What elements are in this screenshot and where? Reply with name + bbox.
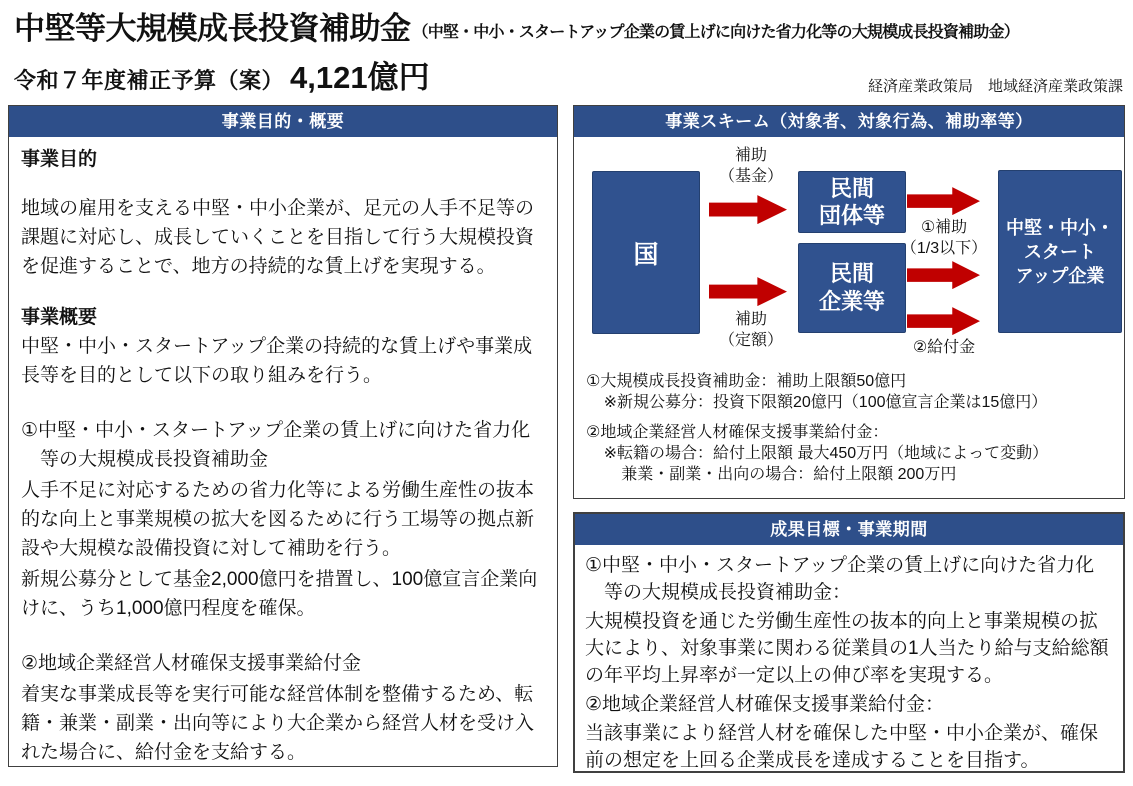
scheme-note2-line1: ②地域企業経営人材確保支援事業給付金： (586, 424, 889, 442)
purpose-panel-header: 事業目的・概要 (9, 106, 557, 137)
title-row (14, 12, 1123, 46)
page-title: 中堅等大規模成長投資補助金 (14, 11, 411, 46)
scheme-note2-line2: ※転籍の場合：給付上限額 最大450万円（地域によって変動） (603, 445, 1049, 463)
content-columns (0, 97, 1133, 773)
arrow-right-icon-gov-to-corp (709, 277, 787, 306)
overview-intro-text: 中堅・中小・スタートアップ企業の持続的な賃上げや事業成長等を目的として以下の取り組みを行う。 (21, 336, 533, 387)
scheme-panel-header: 事業スキーム（対象者、対象行為、補助率等） (574, 106, 1124, 137)
page-subtitle: （中堅・中小・スタートアップ企業の賃上げに向けた省力化等の大規模成長投資補助金） (412, 24, 1019, 42)
arrow-right-icon-subsidy-bottom (907, 261, 980, 289)
diagram-node-private-corp: 民間 企業等 (798, 243, 906, 333)
arrow-label-subsidy: ①補助 （1/3以下） (900, 219, 988, 258)
scheme-diagram (574, 137, 1124, 363)
diagram-node-target-companies: 中堅・中小・ スタート アップ企業 (998, 170, 1122, 333)
scheme-panel (573, 105, 1125, 499)
scheme-notes (574, 363, 1124, 485)
budget-label: 令和７年度補正予算（案） (14, 68, 285, 94)
scheme-note1-line1: ①大規模成長投資補助金：補助上限額50億円 (586, 373, 907, 391)
scheme-note2-line3: 兼業・副業・出向の場合：給付上限額 200万円 (621, 466, 957, 484)
scheme-note1-line2: ※新規公募分：投資下限額20億円（100億宣言企業は15億円） (603, 394, 1048, 412)
arrow-label-fund: 補助 （基金） (718, 147, 783, 186)
arrow-label-grant: ②給付金 (912, 339, 976, 357)
overview-item2-title: ②地域企業経営人材確保支援事業給付金 (21, 653, 362, 675)
arrow-right-icon-subsidy-top (907, 187, 980, 215)
budget-row (14, 52, 1123, 97)
overview-item1-body1: 人手不足に対応するための省力化等による労働生産性の抜本的な向上と事業規模の拡大を図るために行う工場等の拠点新設や大規模な設備投資に対して補助を行う。 (21, 480, 535, 560)
document-header (0, 0, 1133, 97)
overview-heading: 事業概要 (21, 307, 98, 329)
notes-spacer (586, 413, 1114, 422)
budget-amount: 4,121億円 (290, 60, 430, 96)
overview-item1-title: ①中堅・中小・スタートアップ企業の賃上げに向けた省力化等の大規模成長投資補助金 (21, 420, 531, 471)
arrow-right-icon-grant (907, 307, 980, 335)
purpose-body-text: 地域の雇用を支える中堅・中小企業が、足元の人手不足等の課題に対応し、成長していくことを目指して行う大規模投資を促進することで、地方の持続的な賃上げを実現する。 (21, 198, 535, 278)
overview-item1-body2: 新規公募分として基金2,000億円を措置し、100億宣言企業向けに、うち1,000億円程度を確保。 (21, 569, 538, 620)
right-column (573, 105, 1125, 773)
overview-item2-body: 着実な事業成長等を実行可能な経営体制を整備するため、転籍・兼業・副業・出向等により大企業から経営人材を受け入れた場合に、給付金を支給する。 (21, 684, 535, 764)
purpose-overview-panel (8, 105, 558, 767)
goal-item1-title: ①中堅・中小・スタートアップ企業の賃上げに向けた省力化等の大規模成長投資補助金： (585, 555, 1095, 604)
diagram-node-government (592, 171, 700, 334)
goal-item1-body: 大規模投資を通じた労働生産性の抜本的向上と事業規模の拡大により、対象事業に関わる従業員の1人当たり給与支給総額の年平均上昇率が一定以上の伸び率を実現する。 (585, 611, 1109, 687)
goal-item2-title: ②地域企業経営人材確保支援事業給付金： (585, 694, 945, 716)
purpose-panel-body (9, 137, 557, 767)
diagram-node-government-label: 国 (633, 240, 659, 269)
purpose-heading: 事業目的 (21, 149, 98, 171)
agency-name: 経済産業政策局 地域経済産業政策課 (867, 78, 1123, 96)
arrow-label-fixed: 補助 （定額） (718, 311, 783, 350)
arrow-right-icon-gov-to-org (709, 195, 787, 224)
goal-panel (573, 512, 1125, 773)
goal-panel-body (575, 545, 1123, 773)
diagram-node-private-org: 民間 団体等 (798, 171, 906, 233)
goal-panel-header: 成果目標・事業期間 (575, 514, 1123, 545)
goal-item2-body: 当該事業により経営人材を確保した中堅・中小企業が、確保前の想定を上回る企業成長を達成することを目指す。 (585, 723, 1099, 772)
